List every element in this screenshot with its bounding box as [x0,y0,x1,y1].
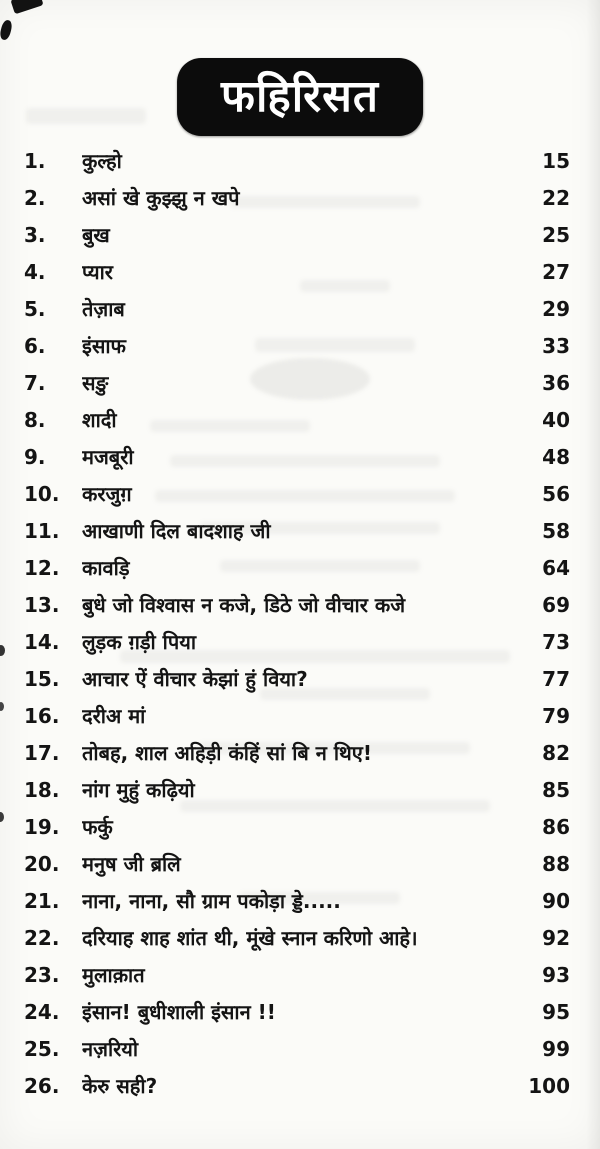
toc-row [0,365,600,402]
entry-page: 88 [542,852,570,876]
toc-row [0,920,600,957]
entry-page: 86 [542,815,570,839]
entry-page: 33 [542,334,570,358]
entry-title: फर्कु [82,815,113,839]
entry-number: 1. [24,149,46,173]
entry-page: 40 [542,408,570,432]
entry-number: 11. [24,519,60,543]
entry-number: 12. [24,556,60,580]
entry-page: 85 [542,778,570,802]
toc-row [0,883,600,920]
toc-row [0,143,600,180]
contents-title: फहिरिसत [221,71,379,122]
entry-number: 14. [24,630,60,654]
entry-number: 25. [24,1037,60,1061]
entry-page: 79 [542,704,570,728]
entry-page: 48 [542,445,570,469]
scan-artifact [0,19,13,41]
entry-number: 5. [24,297,46,321]
entry-number: 19. [24,815,60,839]
entry-page: 99 [542,1037,570,1061]
entry-number: 21. [24,889,60,913]
toc-row [0,957,600,994]
page-showthrough [26,108,146,124]
entry-page: 93 [542,963,570,987]
entry-title: आचार ऐं वीचार केझां हुं विया? [82,667,308,691]
entry-page: 95 [542,1000,570,1024]
entry-title: दरीअ मां [82,704,146,728]
toc-row [0,1068,600,1105]
toc-row [0,624,600,661]
entry-page: 15 [542,149,570,173]
entry-number: 22. [24,926,60,950]
entry-page: 22 [542,186,570,210]
entry-title: नज़रियो [82,1037,139,1061]
toc-row [0,476,600,513]
entry-number: 26. [24,1074,60,1098]
entry-title: मुलाक़ात [82,963,145,987]
toc-row [0,550,600,587]
entry-number: 17. [24,741,60,765]
entry-number: 4. [24,260,46,284]
entry-title: मनुष जी ब्रलि [82,852,181,876]
entry-title: कुल्हो [82,149,122,173]
entry-title: लुड़क ग़ड़ी पिया [82,630,197,654]
entry-title: नांग मुहुं कढ़ियो [82,778,195,802]
entry-number: 10. [24,482,60,506]
entry-title: बुधे जो विश्वास न कजे, डिठे जो वीचार कजे [82,593,406,617]
entry-page: 27 [542,260,570,284]
entry-page: 36 [542,371,570,395]
entry-title: इंसान! बुधीशाली इंसान !! [82,1000,276,1024]
entry-number: 13. [24,593,60,617]
toc-row [0,291,600,328]
entry-title: तोबह, शाल अहिड़ी कंहिं सां बि न थिए! [82,741,372,765]
entry-title: इंसाफ [82,334,126,358]
entry-number: 24. [24,1000,60,1024]
entry-title: नाना, नाना, सौ ग्राम पकोड़ा ड्डे..... [82,889,341,913]
entry-title: सङु [82,371,109,395]
toc-row [0,402,600,439]
entry-title: आखाणी दिल बादशाह जी [82,519,271,543]
entry-title: मजबूरी [82,445,134,469]
entry-title: दरियाह शाह शांत थी, मूंखे स्नान करिणो आहे। [82,926,418,950]
toc-row [0,254,600,291]
entry-number: 9. [24,445,46,469]
toc-row [0,1031,600,1068]
entry-page: 92 [542,926,570,950]
toc-row [0,180,600,217]
toc-row [0,217,600,254]
entry-page: 82 [542,741,570,765]
entry-page: 73 [542,630,570,654]
entry-number: 23. [24,963,60,987]
entry-number: 16. [24,704,60,728]
entry-page: 77 [542,667,570,691]
toc-row [0,439,600,476]
entry-number: 8. [24,408,46,432]
toc-row [0,809,600,846]
toc-row [0,587,600,624]
toc-row [0,328,600,365]
contents-title-pill [177,58,423,136]
entry-page: 90 [542,889,570,913]
toc-row [0,994,600,1031]
entry-title: असां खे कुझ्झु न खपे [82,186,240,210]
entry-number: 7. [24,371,46,395]
entry-title: बुख [82,223,110,247]
entry-title: कावड़ि [82,556,130,580]
toc-row [0,698,600,735]
entry-title: करजुग़ [82,482,132,506]
scan-artifact [10,0,43,14]
entry-number: 3. [24,223,46,247]
entry-page: 58 [542,519,570,543]
entry-page: 29 [542,297,570,321]
toc-list [0,143,600,1105]
entry-page: 25 [542,223,570,247]
toc-row [0,772,600,809]
entry-title: प्यार [82,260,113,284]
entry-title: तेज़ाब [82,297,125,321]
toc-row [0,846,600,883]
entry-title: केरु सही? [82,1074,158,1098]
toc-row [0,513,600,550]
toc-row [0,661,600,698]
entry-number: 2. [24,186,46,210]
entry-number: 18. [24,778,60,802]
entry-page: 69 [542,593,570,617]
entry-number: 6. [24,334,46,358]
entry-title: शादी [82,408,117,432]
entry-page: 64 [542,556,570,580]
entry-page: 100 [528,1074,570,1098]
entry-page: 56 [542,482,570,506]
toc-row [0,735,600,772]
entry-number: 15. [24,667,60,691]
entry-number: 20. [24,852,60,876]
